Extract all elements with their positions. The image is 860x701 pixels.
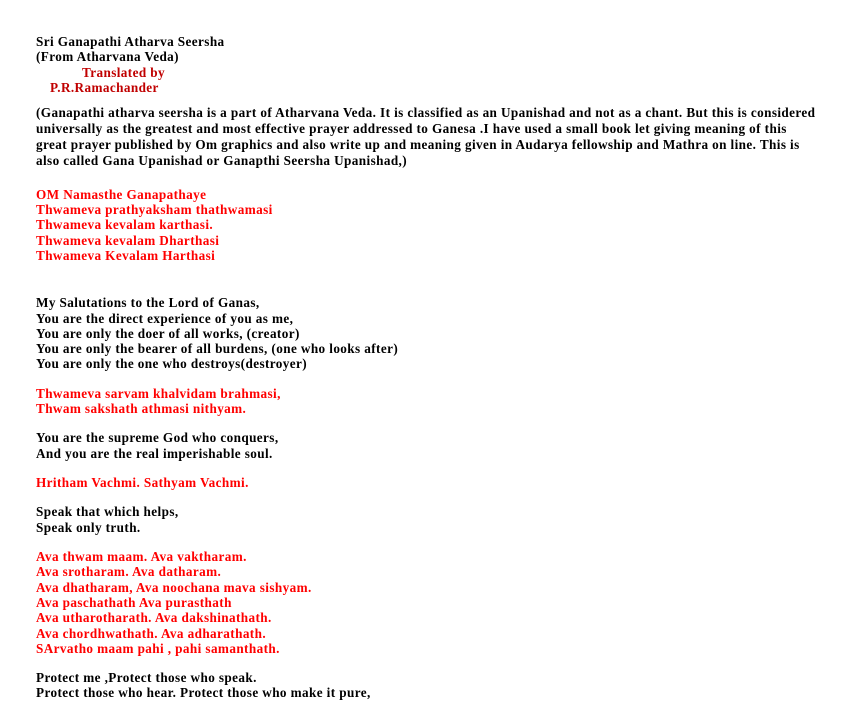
verse-line: Hritham Vachmi. Sathyam Vachmi.: [36, 475, 249, 490]
translation-line: Speak only truth.: [36, 519, 141, 535]
verse-block-sanskrit-2: [36, 386, 820, 417]
translation-line: You are only the one who destroys(destroyer): [36, 356, 308, 372]
translation-line: You are only the bearer of all burdens, (one who looks after): [36, 341, 399, 357]
verse-line: Ava thwam maam. Ava vaktharam.: [36, 548, 247, 564]
verse-line: Ava dhatharam, Ava noochana mava sishyam.: [36, 579, 312, 595]
translation-block-2: [36, 430, 820, 461]
author-name: P.R.Ramachander: [50, 79, 159, 95]
verse-line: Ava srotharam. Ava datharam.: [36, 564, 222, 580]
translation-line: Protect me ,Protect those who speak.: [36, 670, 257, 686]
title-block: [36, 34, 820, 95]
document-title-line-2: (From Atharvana Veda): [36, 49, 179, 65]
verse-line: Ava utharotharath. Ava dakshinathath.: [36, 610, 272, 626]
document-title-line-1: Sri Ganapathi Atharva Seersha: [36, 34, 225, 49]
translation-line: Protect those who hear. Protect those who make it pure,: [36, 685, 371, 701]
intro-paragraph: (Ganapathi atharva seersha is a part of Atharvana Veda. It is classified as an Upanishad and not as a chant. But this is considered universally as the greatest and most effective prayer addressed to Ganesa .I have used a small book let giving meaning of this great prayer published by Om graphics and also write up and meaning given in Audarya fellowship and Mathra on line. This is also called Gana Upanishad or Ganapthi Seersha Upanishad,): [36, 105, 816, 168]
document-body: [36, 34, 820, 701]
translation-line: You are the direct experience of you as me,: [36, 310, 294, 326]
translation-line: Speak that which helps,: [36, 504, 179, 520]
translation-block-1: [36, 295, 820, 372]
translation-line: You are only the doer of all works, (creator): [36, 325, 300, 341]
verse-block-sanskrit-3: [36, 475, 820, 490]
verse-line: SArvatho maam pahi , pahi samanthath.: [36, 640, 280, 656]
verse-line: Thwameva sarvam khalvidam brahmasi,: [36, 385, 281, 401]
translation-line: And you are the real imperishable soul.: [36, 445, 273, 461]
translation-line: My Salutations to the Lord of Ganas,: [36, 295, 260, 311]
verse-block-sanskrit-4: [36, 549, 820, 656]
section-spacer: [36, 277, 820, 295]
verse-block-sanskrit-1: [36, 187, 820, 264]
translation-line: You are the supreme God who conquers,: [36, 430, 279, 446]
translation-block-3: [36, 504, 820, 535]
verse-line: Thwameva prathyaksham thathwamasi: [36, 201, 273, 217]
verse-line: Thwameva kevalam Dharthasi: [36, 232, 220, 248]
verse-line: Thwameva Kevalam Harthasi: [36, 247, 216, 263]
verse-line: Thwameva kevalam karthasi.: [36, 217, 214, 233]
verse-line: OM Namasthe Ganapathaye: [36, 186, 207, 202]
translation-block-4: [36, 670, 820, 701]
verse-line: Ava chordhwathath. Ava adharathath.: [36, 625, 267, 641]
translated-by-label: Translated by: [82, 64, 165, 80]
verse-line: Thwam sakshath athmasi nithyam.: [36, 401, 247, 417]
verse-line: Ava paschathath Ava purasthath: [36, 594, 232, 610]
